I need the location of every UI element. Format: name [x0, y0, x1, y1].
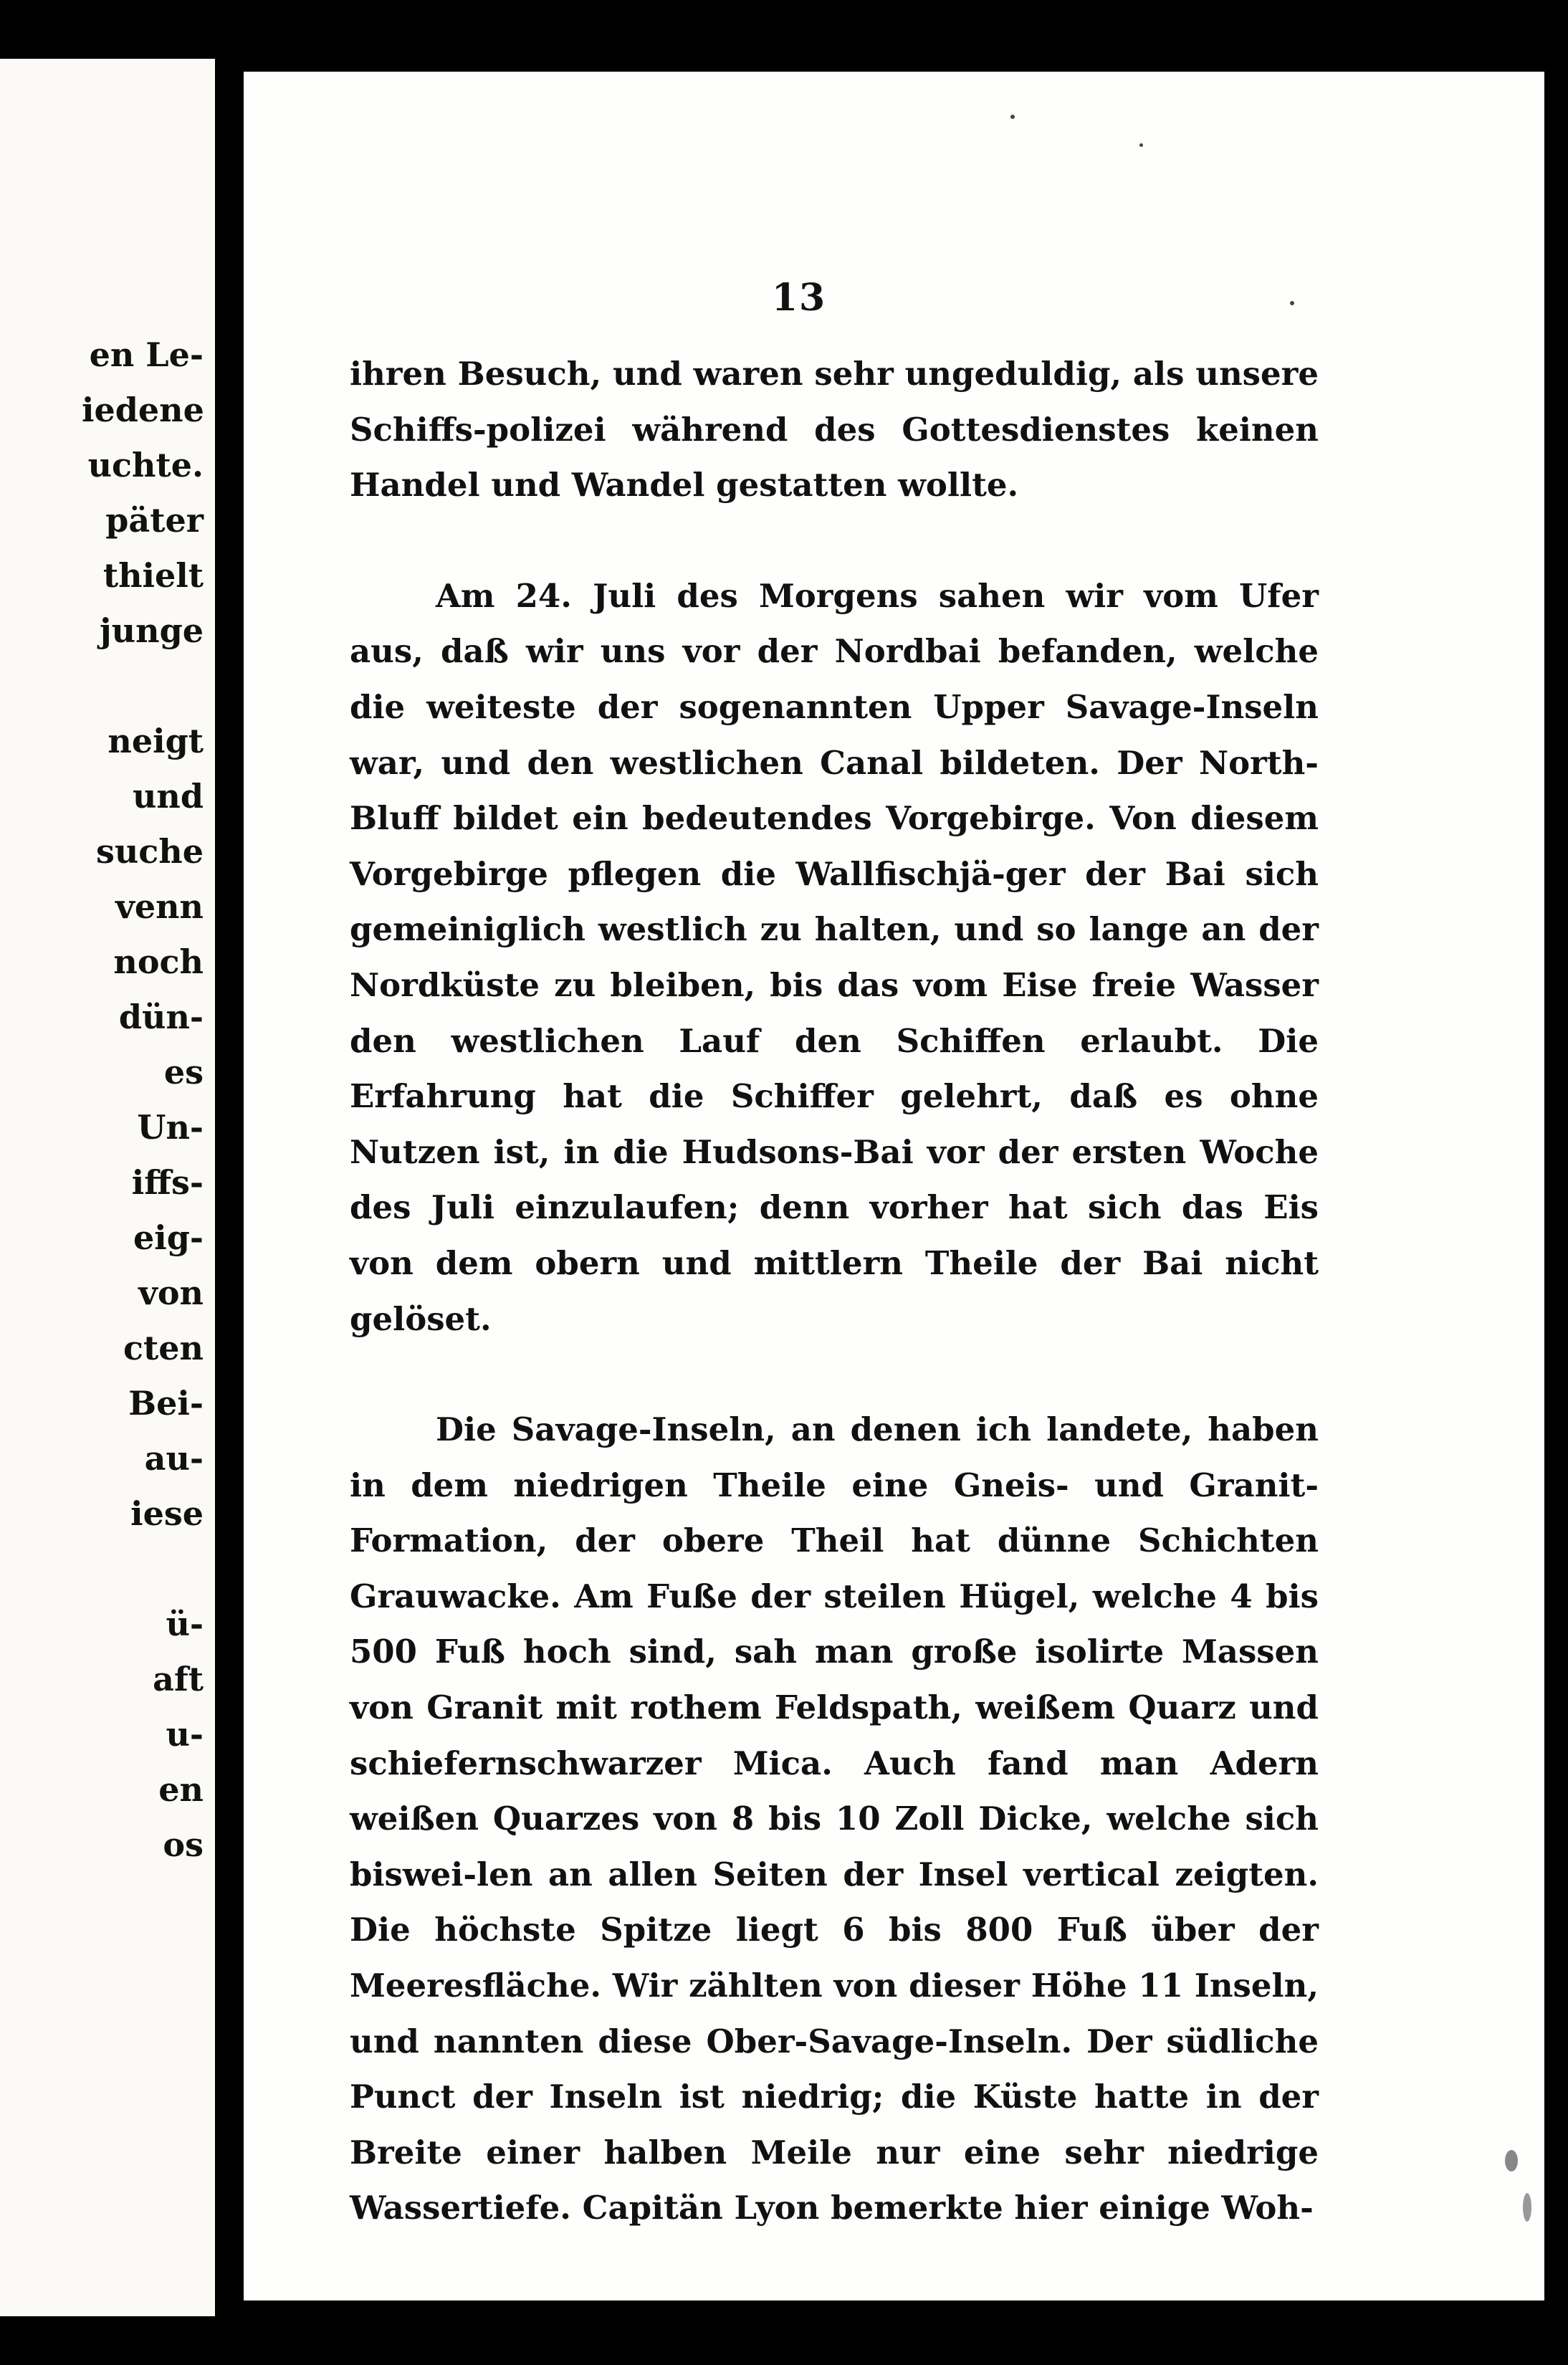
left-fragment: es — [163, 1053, 204, 1091]
left-fragment: venn — [115, 887, 204, 926]
left-fragment: junge — [100, 611, 204, 650]
left-fragment: au- — [144, 1439, 204, 1478]
left-fragment: uchte. — [87, 446, 204, 484]
left-fragment — [82, 1542, 204, 1597]
left-fragment: cten — [123, 1329, 204, 1367]
left-fragment — [82, 659, 204, 714]
left-fragment: en — [158, 1770, 204, 1809]
paper-speck — [1139, 143, 1143, 147]
left-fragment: ü- — [166, 1605, 204, 1643]
paper-speck — [1290, 301, 1294, 305]
left-fragment: päter — [105, 501, 204, 540]
page-number: 13 — [771, 276, 827, 320]
paper-blemish — [1523, 2193, 1531, 2222]
left-fragment: u- — [166, 1715, 204, 1754]
left-page-text-fragments — [82, 328, 204, 1873]
paragraph: Am 24. Juli des Morgens sahen wir vom Ufer aus, daß wir uns vor der Nordbai befanden, welche die weiteste der sogenannten Upper Savage-Inseln war, und den westlichen Canal bildeten. Der North-Bluff bildet ein bedeutendes Vorgebirge. Von diesem Vorgebirge pflegen die Wallfischjä-ger der Bai sich gemeiniglich westlich zu halten, und so lange an der Nordküste zu bleiben, bis das vom Eise freie Wasser den westlichen Lauf den Schiffen erlaubt. Die Erfahrung hat die Schiffer gelehrt, daß es ohne Nutzen ist, in die Hudsons-Bai vor der ersten Woche des Juli einzulaufen; denn vorher hat sich das Eis von dem obern und mittlern Theile der Bai nicht gelöset. — [350, 576, 1319, 1338]
paragraph: Die Savage-Inseln, an denen ich landete, haben in dem niedrigen Theile eine Gneis- und Granit-Formation, der obere Theil hat dünne Schichten Grauwacke. Am Fuße der steilen Hügel, welche 4 bis 500 Fuß hoch sind, sah man große isolirte Massen von Granit mit rothem Feldspath, weißem Quarz und schiefernschwarzer Mica. Auch fand man Adern weißen Quarzes von 8 bis 10 Zoll Dicke, welche sich biswei-len an allen Seiten der Insel vertical zeigten. Die höchste Spitze liegt 6 bis 800 Fuß über der Meeresfläche. Wir zählten von dieser Höhe 11 Inseln, und nannten diese Ober-Savage-Inseln. Der südliche Punct der Inseln ist niedrig; die Küste hatte in der Breite einer halben Meile nur eine sehr niedrige Wassertiefe. Capitän Lyon bemerkte hier einige Woh- — [350, 1410, 1319, 2227]
left-fragment: iese — [130, 1494, 204, 1533]
left-fragment: noch — [113, 942, 204, 981]
left-fragment: suche — [95, 832, 204, 871]
left-fragment: iffs- — [131, 1163, 204, 1202]
left-fragment: os — [163, 1825, 204, 1864]
book-spine-gutter — [215, 0, 244, 2365]
left-fragment: Un- — [137, 1108, 204, 1147]
left-fragment: aft — [153, 1660, 204, 1698]
left-page — [0, 59, 215, 2316]
paper-blemish — [1505, 2150, 1518, 2172]
page-body-text — [350, 346, 1319, 2236]
left-fragment: neigt — [107, 722, 204, 760]
left-fragment: von — [138, 1274, 204, 1312]
left-fragment: und — [132, 777, 204, 816]
left-fragment: en Le- — [89, 335, 204, 374]
paragraph: ihren Besuch, und waren sehr ungeduldig, als unsere Schiffs-polizei während des Gottesdienstes keinen Handel und Wandel gestatten wollte. — [350, 355, 1319, 505]
paper-speck — [1010, 115, 1015, 119]
left-fragment: dün- — [118, 998, 204, 1036]
left-fragment: Bei- — [128, 1384, 204, 1423]
left-fragment: iedene — [82, 391, 204, 429]
left-fragment: thielt — [102, 556, 204, 595]
left-fragment: eig- — [133, 1218, 204, 1257]
